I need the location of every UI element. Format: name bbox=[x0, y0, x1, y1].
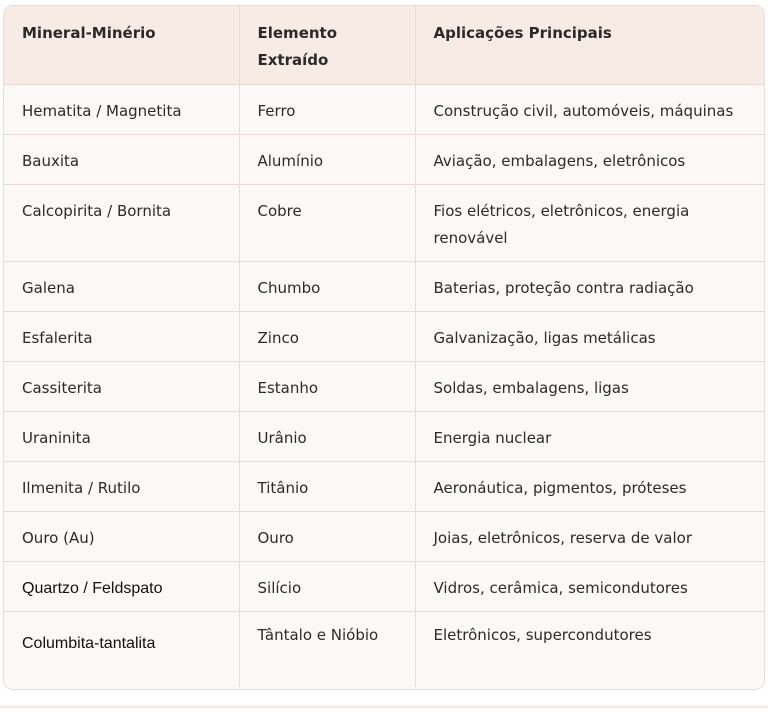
table-row bbox=[4, 134, 764, 184]
header-mineral: Mineral-Minério bbox=[4, 6, 239, 84]
table-row bbox=[4, 511, 764, 561]
cell-element: Cobre bbox=[239, 184, 415, 261]
table-row bbox=[4, 411, 764, 461]
cell-applications: Aeronáutica, pigmentos, próteses bbox=[415, 461, 764, 511]
table-row bbox=[4, 184, 764, 261]
cell-element: Estanho bbox=[239, 361, 415, 411]
cell-element: Alumínio bbox=[239, 134, 415, 184]
cell-applications: Energia nuclear bbox=[415, 411, 764, 461]
cell-element: Ouro bbox=[239, 511, 415, 561]
table-row bbox=[4, 84, 764, 134]
cell-element: Tântalo e Nióbio bbox=[239, 611, 415, 687]
cell-applications: Joias, eletrônicos, reserva de valor bbox=[415, 511, 764, 561]
cell-element: Silício bbox=[239, 561, 415, 611]
cell-element: Chumbo bbox=[239, 261, 415, 311]
header-applications: Aplicações Principais bbox=[415, 6, 764, 84]
table-body bbox=[4, 84, 764, 687]
cell-element: Ferro bbox=[239, 84, 415, 134]
cell-element: Zinco bbox=[239, 311, 415, 361]
cell-applications: Vidros, cerâmica, semicondutores bbox=[415, 561, 764, 611]
cell-element: Titânio bbox=[239, 461, 415, 511]
cell-mineral: Bauxita bbox=[4, 134, 239, 184]
cell-applications: Fios elétricos, eletrônicos, energia renovável bbox=[415, 184, 764, 261]
table-row bbox=[4, 261, 764, 311]
cell-element: Urânio bbox=[239, 411, 415, 461]
cell-mineral: Quartzo / Feldspato bbox=[4, 561, 239, 611]
cell-mineral: Ouro (Au) bbox=[4, 511, 239, 561]
cell-applications: Construção civil, automóveis, máquinas bbox=[415, 84, 764, 134]
table-row bbox=[4, 361, 764, 411]
minerals-table-container bbox=[3, 5, 765, 690]
cell-mineral: Hematita / Magnetita bbox=[4, 84, 239, 134]
cell-applications: Eletrônicos, supercondutores bbox=[433, 625, 652, 644]
cell-mineral: Calcopirita / Bornita bbox=[4, 184, 239, 261]
cell-mineral: Uraninita bbox=[4, 411, 239, 461]
cell-applications: Galvanização, ligas metálicas bbox=[415, 311, 764, 361]
cell-applications: Soldas, embalagens, ligas bbox=[415, 361, 764, 411]
table-row bbox=[4, 561, 764, 611]
cell-mineral: Ilmenita / Rutilo bbox=[4, 461, 239, 511]
table-row bbox=[4, 611, 764, 687]
bottom-divider bbox=[0, 706, 768, 708]
cell-mineral: Esfalerita bbox=[4, 311, 239, 361]
cell-applications: Aviação, embalagens, eletrônicos bbox=[415, 134, 764, 184]
table-row bbox=[4, 311, 764, 361]
header-element: Elemento Extraído bbox=[239, 6, 415, 84]
table-row bbox=[4, 461, 764, 511]
cell-mineral: Cassiterita bbox=[4, 361, 239, 411]
cell-mineral: Galena bbox=[4, 261, 239, 311]
minerals-table bbox=[4, 6, 764, 687]
header-row bbox=[4, 6, 764, 84]
table-header bbox=[4, 6, 764, 84]
cell-mineral: Columbita-tantalita bbox=[4, 611, 239, 687]
cell-applications: Baterias, proteção contra radiação bbox=[415, 261, 764, 311]
